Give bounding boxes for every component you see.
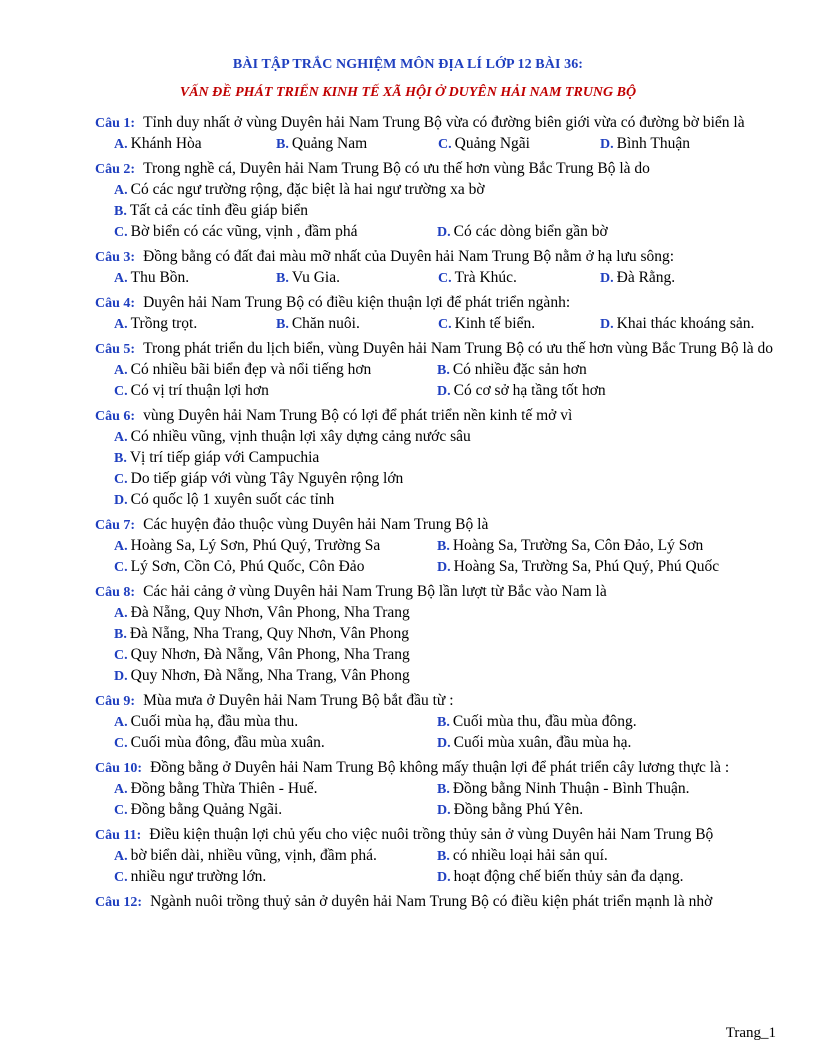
answer-option [114,645,410,666]
question-item [95,758,777,821]
option-text: Có quốc lộ 1 xuyên suốt các tỉnh [130,491,335,508]
option-text: Có vị trí thuận lợi hơn [130,382,269,399]
question-stem: Đồng bằng ở Duyên hải Nam Trung Bộ không mấy thuận lợi để phát triển cây lương thực là : [150,759,730,776]
question-item [95,159,777,243]
answer-option [600,134,762,155]
option-row [114,490,777,511]
option-text: Có các ngư trường rộng, đặc biệt là hai ngư trường xa bờ [130,181,485,198]
option-letter: B. [437,715,450,730]
answer-option [437,222,760,243]
question-label: Câu 2: [95,162,136,177]
question-item [95,293,777,335]
question-label: Câu 12: [95,895,143,910]
answer-option [114,666,410,687]
option-letter: B. [114,627,127,642]
option-text: Hoàng Sa, Trường Sa, Phú Quý, Phú Quốc [453,558,720,575]
answer-options [114,712,777,754]
question-text [95,247,777,268]
answer-option [114,779,437,800]
answer-option [437,733,760,754]
option-row [114,134,777,155]
answer-option [114,134,276,155]
question-stem: Tỉnh duy nhất ở vùng Duyên hải Nam Trung Bộ vừa có đường biên giới vừa có đường bờ biển là [143,114,745,131]
option-letter: B. [437,849,450,864]
option-text: Lý Sơn, Cồn Cỏ, Phú Quốc, Côn Đảo [130,558,365,575]
question-item [95,339,777,402]
option-text: Hoàng Sa, Trường Sa, Côn Đảo, Lý Sơn [452,537,704,554]
option-letter: A. [114,606,128,621]
question-item [95,113,777,155]
option-letter: A. [114,363,128,378]
option-text: Trà Khúc. [454,269,517,286]
option-text: Đà Nẵng, Quy Nhơn, Vân Phong, Nha Trang [130,604,410,621]
question-text [95,339,777,360]
option-letter: B. [114,451,127,466]
option-letter: C. [438,317,452,332]
option-text: Có nhiều bãi biển đẹp và nổi tiếng hơn [130,361,372,378]
answer-option [114,603,410,624]
option-letter: D. [437,225,451,240]
option-letter: A. [114,782,128,797]
option-row [114,536,777,557]
answer-option [114,201,308,222]
question-item [95,892,777,913]
page-subtitle: VẤN ĐỀ PHÁT TRIỂN KINH TẾ XÃ HỘI Ở DUYÊN HẢI NAM TRUNG BỘ [179,85,637,100]
question-item [95,825,777,888]
answer-options [114,134,777,155]
option-text: nhiều ngư trường lớn. [130,868,267,885]
answer-option [437,867,760,888]
answer-option [437,712,760,733]
question-text [95,825,777,846]
option-letter: D. [600,317,614,332]
question-stem: Mùa mưa ở Duyên hải Nam Trung Bộ bắt đầu từ : [143,692,454,709]
option-letter: B. [437,363,450,378]
option-row [114,381,777,402]
question-stem: Trong phát triển du lịch biển, vùng Duyên hải Nam Trung Bộ có ưu thế hơn vùng Bắc Trung Bộ là do [143,340,774,357]
answer-option [114,222,437,243]
answer-option [114,712,437,733]
option-row [114,427,777,448]
question-spacer [95,913,777,917]
option-row [114,645,777,666]
answer-option [437,846,760,867]
answer-option [437,557,760,578]
option-letter: B. [276,137,289,152]
option-text: Trồng trọt. [130,315,198,332]
question-label: Câu 3: [95,250,136,265]
option-text: Quy Nhơn, Đà Nẵng, Nha Trang, Vân Phong [130,667,410,684]
answer-option [437,360,760,381]
option-row [114,800,777,821]
answer-option [114,846,437,867]
question-stem: Điều kiện thuận lợi chủ yếu cho việc nuôi trồng thủy sản ở vùng Duyên hải Nam Trung Bộ [149,826,714,843]
option-row [114,624,777,645]
answer-options [114,846,777,888]
option-letter: A. [114,715,128,730]
option-letter: B. [437,782,450,797]
option-letter: C. [438,137,452,152]
option-letter: A. [114,271,128,286]
answer-option [437,536,760,557]
answer-option [438,314,600,335]
answer-option [114,469,403,490]
answer-options [114,536,777,578]
answer-option [114,427,471,448]
option-text: Thu Bồn. [130,269,190,286]
question-text [95,159,777,180]
option-text: Cuối mùa đông, đầu mùa xuân. [130,734,325,751]
option-letter: D. [600,271,614,286]
option-letter: B. [276,271,289,286]
question-text [95,113,777,134]
option-text: Chăn nuôi. [291,315,360,332]
option-letter: D. [600,137,614,152]
answer-option [114,381,437,402]
option-row [114,268,777,289]
option-letter: A. [114,183,128,198]
question-label: Câu 1: [95,116,136,131]
option-letter: A. [114,317,128,332]
option-row [114,867,777,888]
option-row [114,666,777,687]
option-text: Đồng bằng Ninh Thuận - Bình Thuận. [452,780,690,797]
option-letter: D. [437,803,451,818]
question-label: Câu 8: [95,585,136,600]
option-text: Bình Thuận [616,135,690,152]
answer-option [276,314,438,335]
option-letter: D. [437,736,451,751]
question-item [95,406,777,511]
option-row [114,846,777,867]
option-row [114,557,777,578]
option-text: Quảng Ngãi [454,135,530,152]
option-row [114,733,777,754]
option-text: Tất cả các tỉnh đều giáp biển [129,202,309,219]
answer-option [114,448,319,469]
page-number: Trang_1 [725,1025,776,1041]
answer-options [114,360,777,402]
option-row [114,314,777,335]
option-row [114,603,777,624]
question-text [95,582,777,603]
question-text [95,406,777,427]
question-text [95,892,777,913]
option-row [114,712,777,733]
option-row [114,469,777,490]
option-letter: C. [114,803,128,818]
answer-option [114,314,276,335]
answer-options [114,268,777,289]
answer-option [114,360,437,381]
question-text [95,293,777,314]
page-title: BÀI TẬP TRẮC NGHIỆM MÔN ĐỊA LÍ LỚP 12 BÀI 36: [232,57,584,72]
question-label: Câu 5: [95,342,136,357]
answer-options [114,779,777,821]
option-letter: C. [438,271,452,286]
option-letter: C. [114,560,128,575]
question-list [95,113,777,917]
option-text: Kinh tế biển. [454,315,536,332]
question-item [95,247,777,289]
answer-options [114,603,777,687]
option-text: Đà Nẵng, Nha Trang, Quy Nhơn, Vân Phong [129,625,409,642]
option-letter: B. [114,204,127,219]
answer-option [437,779,760,800]
option-text: Có nhiều vũng, vịnh thuận lợi xây dựng cảng nước sâu [130,428,471,445]
answer-option [114,180,485,201]
question-stem: Các hải cảng ở vùng Duyên hải Nam Trung Bộ lần lượt từ Bắc vào Nam là [143,583,607,600]
option-letter: D. [437,560,451,575]
option-text: Đồng bằng Quảng Ngãi. [130,801,283,818]
option-row [114,201,777,222]
answer-options [114,427,777,511]
option-text: hoạt động chế biến thủy sản đa dạng. [453,868,684,885]
option-letter: D. [437,870,451,885]
question-stem: Duyên hải Nam Trung Bộ có điều kiện thuận lợi để phát triển ngành: [143,294,571,311]
question-label: Câu 11: [95,828,142,843]
answer-option [438,268,600,289]
answer-options [114,314,777,335]
option-text: Quy Nhơn, Đà Nẵng, Vân Phong, Nha Trang [130,646,410,663]
answer-option [114,268,276,289]
option-letter: C. [114,870,128,885]
answer-option [600,268,762,289]
option-row [114,779,777,800]
question-stem: vùng Duyên hải Nam Trung Bộ có lợi để phát triển nền kinh tế mở vì [143,407,573,424]
option-letter: A. [114,430,128,445]
option-row [114,180,777,201]
answer-option [114,624,409,645]
option-letter: A. [114,137,128,152]
answer-option [276,268,438,289]
option-text: Hoàng Sa, Lý Sơn, Phú Quý, Trường Sa [130,537,381,554]
option-letter: B. [276,317,289,332]
answer-option [600,314,762,335]
question-stem: Đồng bằng có đất đai màu mỡ nhất của Duyên hải Nam Trung Bộ nằm ở hạ lưu sông: [143,248,675,265]
option-letter: C. [114,225,128,240]
option-text: bờ biển dài, nhiều vũng, vịnh, đầm phá. [130,847,377,864]
answer-option [114,800,437,821]
option-text: Có cơ sở hạ tầng tốt hơn [453,382,606,399]
option-row [114,222,777,243]
option-row [114,360,777,381]
option-letter: B. [437,539,450,554]
question-text [95,691,777,712]
answer-option [114,867,437,888]
answer-options [114,180,777,243]
question-item [95,582,777,687]
answer-option [114,733,437,754]
question-text [95,758,777,779]
answer-option [437,800,760,821]
option-text: Có các dòng biển gần bờ [453,223,608,240]
option-row [114,448,777,469]
option-text: Bờ biển có các vũng, vịnh , đầm phá [130,223,358,240]
option-text: Khai thác khoáng sản. [616,315,755,332]
option-text: Khánh Hòa [130,135,202,152]
answer-option [114,557,437,578]
question-stem: Các huyện đảo thuộc vùng Duyên hải Nam Trung Bộ là [143,516,489,533]
question-item [95,515,777,578]
option-text: Đà Rằng. [616,269,676,286]
question-item [95,691,777,754]
option-text: Cuối mùa thu, đầu mùa đông. [452,713,637,730]
option-letter: D. [114,493,128,508]
question-stem: Ngành nuôi trồng thuỷ sản ở duyên hải Nam Trung Bộ có điều kiện phát triển mạnh là nhờ [150,893,713,910]
answer-option [276,134,438,155]
option-letter: C. [114,384,128,399]
option-letter: D. [114,669,128,684]
answer-option [437,381,760,402]
answer-option [438,134,600,155]
option-letter: D. [437,384,451,399]
question-stem: Trong nghề cá, Duyên hải Nam Trung Bộ có ưu thế hơn vùng Bắc Trung Bộ là do [143,160,650,177]
option-text: Vu Gia. [291,269,340,286]
option-letter: A. [114,849,128,864]
option-text: Do tiếp giáp với vùng Tây Nguyên rộng lớn [130,470,404,487]
answer-option [114,490,334,511]
option-letter: C. [114,472,128,487]
option-letter: C. [114,736,128,751]
question-label: Câu 4: [95,296,136,311]
option-letter: A. [114,539,128,554]
question-text [95,515,777,536]
question-label: Câu 10: [95,761,143,776]
option-text: Cuối mùa xuân, đầu mùa hạ. [453,734,632,751]
answer-option [114,536,437,557]
option-text: Đồng bằng Phú Yên. [453,801,584,818]
option-text: có nhiều loại hải sản quí. [452,847,608,864]
option-letter: C. [114,648,128,663]
question-label: Câu 7: [95,518,136,533]
option-text: Vị trí tiếp giáp với Campuchia [129,449,320,466]
option-text: Đồng bằng Thừa Thiên - Huế. [130,780,318,797]
option-text: Quảng Nam [291,135,368,152]
question-label: Câu 9: [95,694,136,709]
question-label: Câu 6: [95,409,136,424]
option-text: Có nhiều đặc sản hơn [452,361,587,378]
option-text: Cuối mùa hạ, đầu mùa thu. [130,713,299,730]
